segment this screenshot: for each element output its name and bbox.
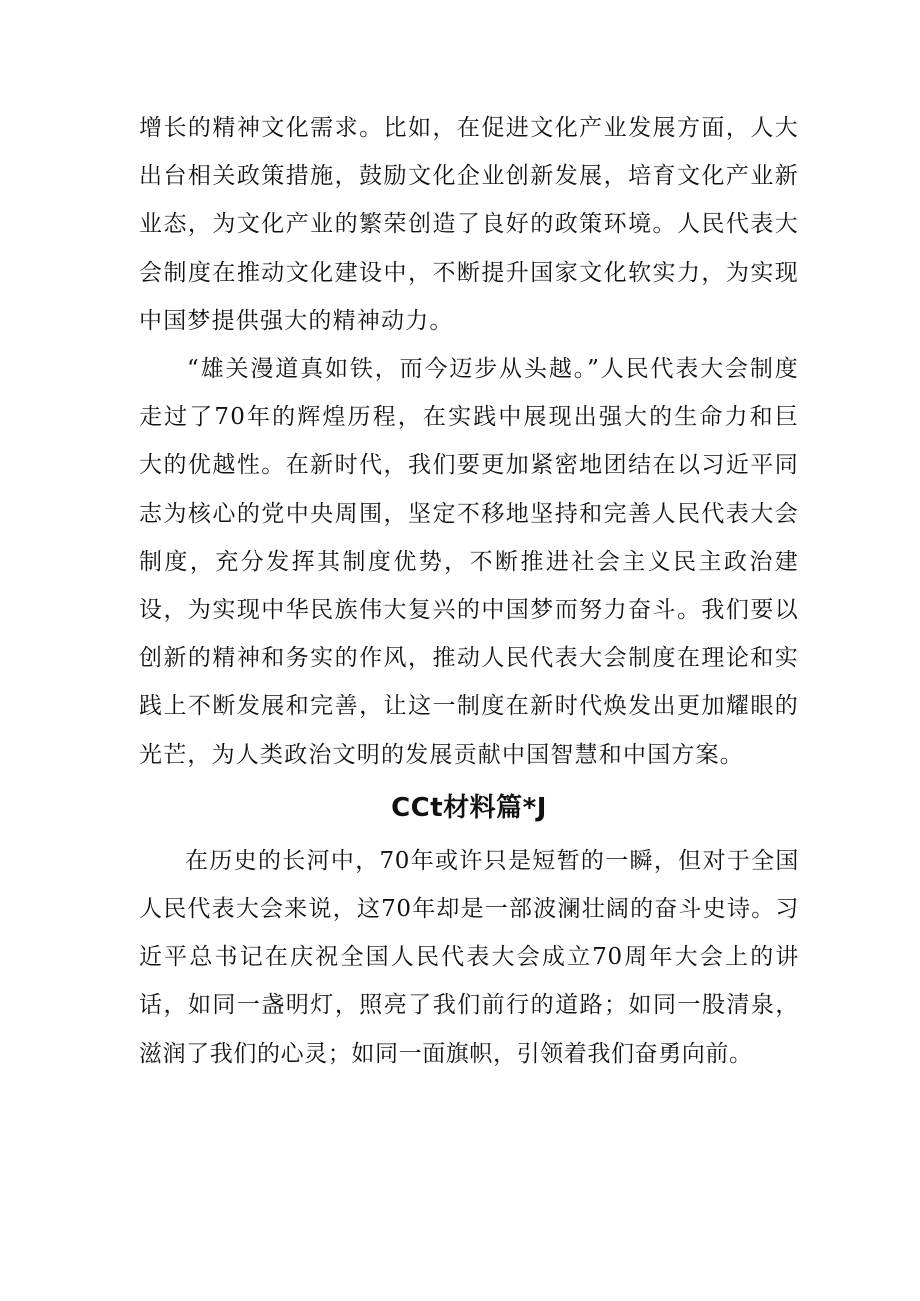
section-heading: CCt材料篇*J [391, 792, 547, 823]
document-page [139, 104, 799, 1078]
paragraph-1: 增长的精神文化需求。比如，在促进文化产业发展方面，人大出台相关政策措施，鼓励文化企业创新发展，培育文化产业新业态，为文化产业的繁荣创造了良好的政策环境。人民代表大会制度在推动文化建设中，不断提升国家文化软实力，为实现中国梦提供强大的精神动力。 [139, 115, 799, 334]
paragraph-2: “雄关漫道真如铁，而今迈步从头越。”人民代表大会制度走过了70年的辉煌历程，在实践中展现出强大的生命力和巨大的优越性。在新时代，我们要更加紧密地团结在以习近平同志为核心的党中央周围，坚定不移地坚持和完善人民代表大会制度，充分发挥其制度优势，不断推进社会主义民主政治建设，为实现中华民族伟大复兴的中国梦而努力奋斗。我们要以创新的精神和务实的作风，推动人民代表大会制度在理论和实践上不断发展和完善，让这一制度在新时代焕发出更加耀眼的光芒，为人类政治文明的发展贡献中国智慧和中国方案。 [139, 356, 799, 768]
paragraph-3: 在历史的长河中，70年或许只是短暂的一瞬，但对于全国人民代表大会来说，这70年却是一部波澜壮阔的奋斗史诗。习近平总书记在庆祝全国人民代表大会成立70周年大会上的讲话，如同一盏明灯，照亮了我们前行的道路；如同一股清泉，滋润了我们的心灵；如同一面旗帜，引领着我们奋勇向前。 [139, 847, 799, 1067]
